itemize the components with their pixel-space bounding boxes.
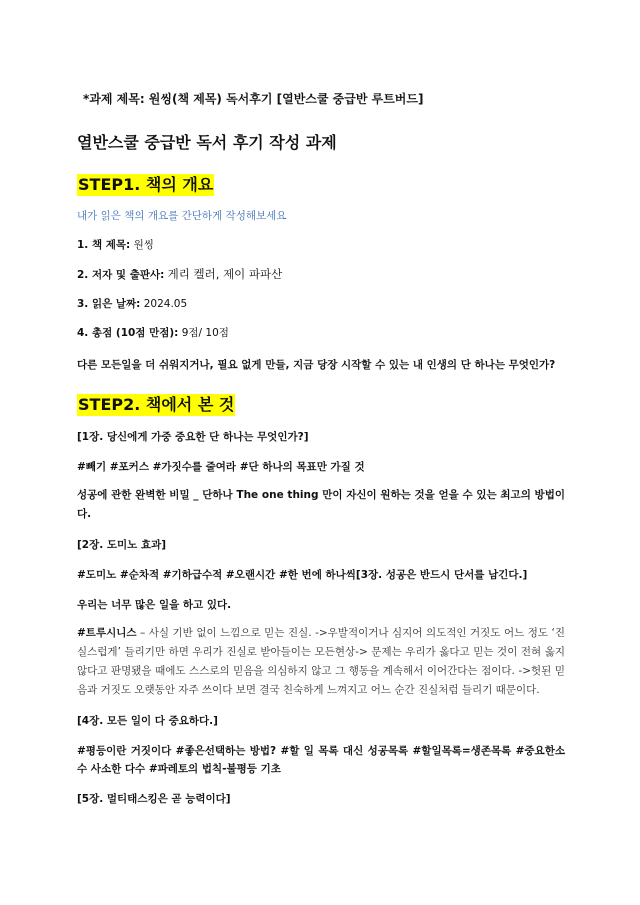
chapter3-body: 우리는 너무 많은 일을 하고 있다. xyxy=(77,599,232,611)
assignment-header: *과제 제목: 원씽(책 제목) 독서후기 [열반스쿨 중급반 루트버드] xyxy=(83,92,424,106)
step1-hint: 내가 읽은 책의 개요를 간단하게 작성해보세요 xyxy=(77,210,287,222)
item-value: 게리 켈러, 제이 파파산 xyxy=(167,267,283,281)
chapter2-title: [2장. 도미노 효과] xyxy=(77,539,167,551)
chapter4-title: [4장. 모든 일이 다 중요하다.] xyxy=(77,715,218,727)
chapter3-truthiness xyxy=(77,624,565,700)
chapter1-title: [1장. 당신에게 가중 중요한 단 하나는 무엇인가?] xyxy=(77,431,309,443)
overview-item-title xyxy=(77,237,565,253)
item-value: 9점/ 10점 xyxy=(181,327,229,339)
overview-item-author xyxy=(77,266,565,283)
step1-heading: STEP1. 책의 개요 xyxy=(78,175,214,194)
item-label: 4. 총점 (10점 만점): xyxy=(77,327,179,339)
chapter1-body: 성공에 관한 완벽한 비밀 _ 단하나 The one thing 만이 자신이 원하는 것을 얻을 수 있는 최고의 방법이다. xyxy=(77,489,565,520)
truthiness-tag: #트루시니스 xyxy=(77,627,137,639)
step2-heading: STEP2. 책에서 본 것 xyxy=(78,395,235,414)
one-thing-question: 다른 모든일을 더 쉬워지거나, 필요 없게 만들, 지금 당장 시작할 수 있는 내 인생의 단 하나는 무엇인가? xyxy=(77,359,556,371)
chapter5-title: [5장. 멀티태스킹은 곧 능력이다] xyxy=(77,793,231,805)
document-title: 열반스쿨 중급반 독서 후기 작성 과제 xyxy=(77,133,337,152)
chapter4-tags: #평등이란 거짓이다 #좋은선택하는 방법? #할 일 목록 대신 성공목록 #할일목록=생존목록 #중요한소수 사소한 다수 #파레토의 법칙-불평등 기초 xyxy=(77,745,565,775)
truthiness-text: – 사실 기반 없이 느낌으로 믿는 진실. ->우발적이거나 심지어 의도적인 거짓도 어느 정도 ‘진실스럽게’ 들리기만 하면 우리가 진실로 받아들이는 모든현상-> 문제는 우리가 옳다고 믿는 것이 전혀 옳지 않다고 판명됐을 때에도 스스로의 믿음을 의심하지 않고 그 행동을 계속해서 이어간다는 점이다. ->헛된 믿음과 거짓도 오랫동안 자주 쓰이다 보면 결국 친숙하게 느껴지고 어느 순간 진실처럼 들리기 때문이다. xyxy=(77,627,565,696)
document-content xyxy=(77,90,565,808)
item-label: 3. 읽은 날짜: xyxy=(77,298,141,310)
item-label: 2. 저자 및 출판사: xyxy=(77,269,165,281)
chapter1-tags: #빼기 #포커스 #가짓수를 줄여라 #단 하나의 목표만 가질 것 xyxy=(77,461,365,473)
overview-item-date xyxy=(77,296,565,312)
item-value: 2024.05 xyxy=(143,298,188,310)
item-value: 원씽 xyxy=(133,239,154,251)
overview-item-score xyxy=(77,325,565,341)
item-label: 1. 책 제목: xyxy=(77,239,131,251)
chapter2-tags: #도미노 #순차적 #기하급수적 #오랜시간 #한 번에 하나씩[3장. 성공은 반드시 단서를 남긴다.] xyxy=(77,569,528,581)
